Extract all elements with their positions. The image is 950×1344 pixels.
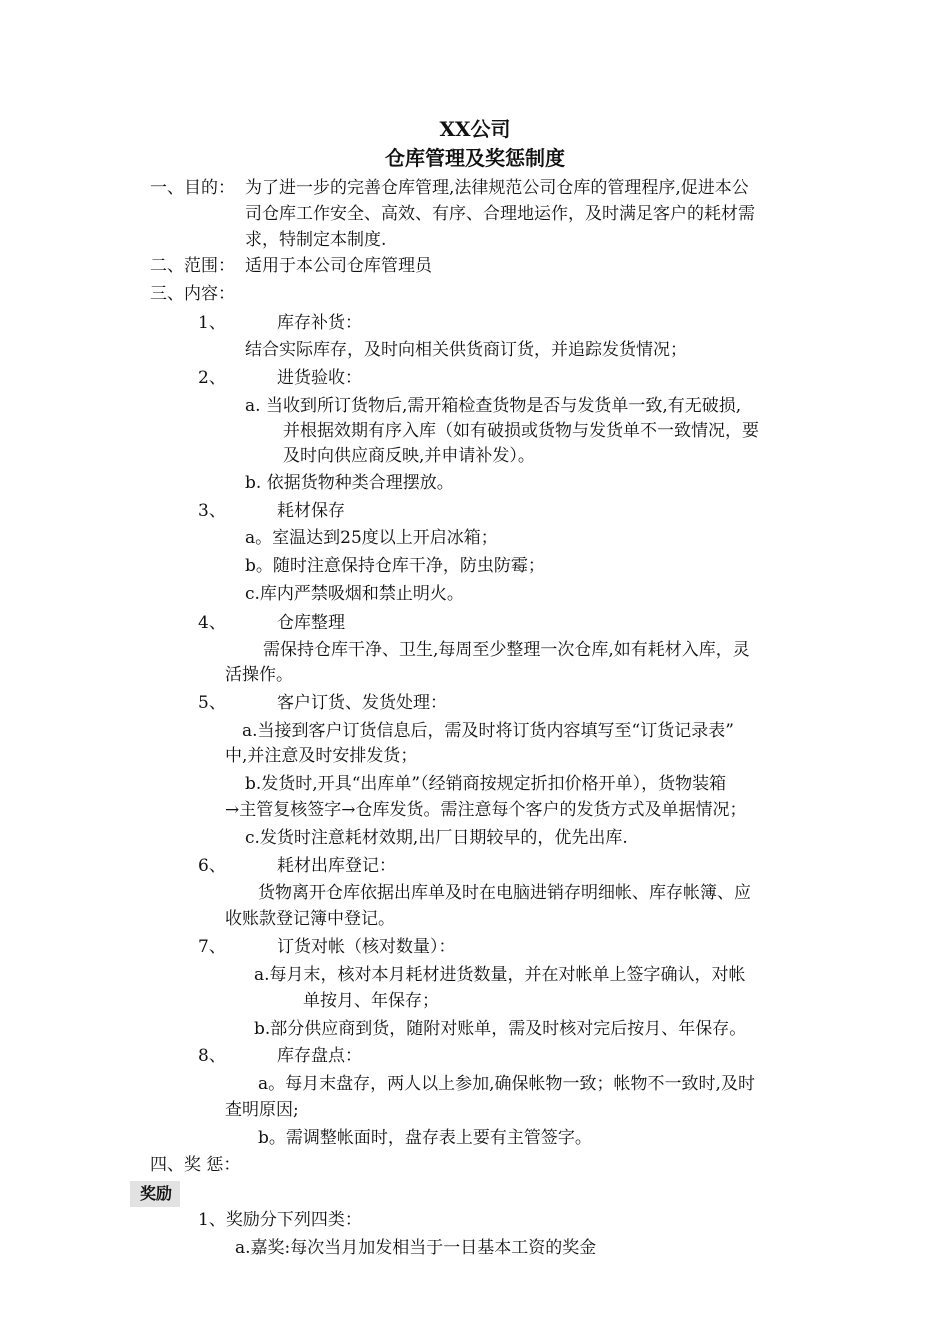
section-1-line: 为了进一步的完善仓库管理,法律规范公司仓库的管理程序,促进本公	[245, 178, 749, 198]
item-text-cont: 活操作。	[225, 665, 293, 685]
reward-item-1: 1、奖励分下列四类：	[198, 1210, 362, 1230]
item-text-cont: 收账款登记簿中登记。	[225, 909, 395, 929]
item-title: 进货验收：	[277, 368, 362, 388]
item-title: 耗材保存	[277, 501, 345, 521]
item-sub-a-cont: 并根据效期有序入库（如有破损或货物与发货单不一致情况，要	[283, 421, 759, 441]
item-number: 1、	[198, 313, 226, 333]
section-1-line: 司仓库工作安全、高效、有序、合理地运作，及时满足客户的耗材需	[245, 204, 755, 224]
item-sub-a-cont: 查明原因;	[225, 1100, 299, 1120]
item-title: 仓库整理	[277, 613, 345, 633]
document-title: 仓库管理及奖惩制度	[385, 146, 565, 170]
section-3-label: 三、内容：	[150, 284, 235, 304]
item-sub-b: b。随时注意保持仓库干净，防虫防霉；	[245, 556, 545, 576]
item-title: 客户订货、发货处理：	[277, 693, 447, 713]
item-number: 4、	[198, 613, 226, 633]
item-number: 6、	[198, 856, 226, 876]
item-sub-b: b.发货时,开具“出库单”（经销商按规定折扣价格开单），货物装箱	[245, 774, 727, 794]
item-text: 需保持仓库干净、卫生,每周至少整理一次仓库,如有耗材入库，灵	[263, 640, 750, 660]
item-sub-b-cont: →主管复核签字→仓库发货。需注意每个客户的发货方式及单据情况；	[225, 800, 747, 820]
item-sub-c: c.库内严禁吸烟和禁止明火。	[245, 584, 464, 604]
item-sub-a: a。每月末盘存，两人以上参加,确保帐物一致；帐物不一致时,及时	[258, 1074, 755, 1094]
item-sub-b: b.部分供应商到货，随附对账单，需及时核对完后按月、年保存。	[254, 1019, 747, 1039]
item-number: 8、	[198, 1046, 226, 1066]
item-number: 3、	[198, 501, 226, 521]
item-sub-c: c.发货时注意耗材效期,出厂日期较早的，优先出库.	[245, 828, 628, 848]
reward-item-1a: a.嘉奖:每次当月加发相当于一日基本工资的奖金	[235, 1238, 597, 1258]
item-sub-a: a.每月末，核对本月耗材进货数量，并在对帐单上签字确认，对帐	[254, 965, 746, 985]
item-title: 库存盘点：	[277, 1046, 362, 1066]
item-sub-a: a。室温达到25度以上开启冰箱；	[245, 528, 498, 548]
item-sub-a: a. 当收到所订货物后,需开箱检查货物是否与发货单一致,有无破损,	[245, 396, 742, 416]
section-2-label: 二、范围：	[150, 256, 235, 276]
item-sub-a-cont: 单按月、年保存；	[303, 991, 439, 1011]
item-number: 7、	[198, 937, 226, 957]
item-sub-b: b。需调整帐面时，盘存表上要有主管签字。	[258, 1128, 592, 1148]
section-1-label: 一、目的：	[150, 178, 235, 198]
section-4-label: 四、奖 惩：	[150, 1155, 241, 1175]
company-name: XX公司	[439, 117, 511, 141]
item-title: 耗材出库登记：	[277, 856, 396, 876]
item-number: 5、	[198, 693, 226, 713]
item-number: 2、	[198, 368, 226, 388]
item-sub-a-cont: 中,并注意及时安排发货；	[225, 746, 418, 766]
item-sub-a-cont: 及时向供应商反映,并申请补发）。	[283, 446, 535, 466]
item-sub-b: b. 依据货物种类合理摆放。	[245, 473, 454, 493]
item-text: 结合实际库存，及时向相关供货商订货，并追踪发货情况；	[245, 340, 687, 360]
item-sub-a: a.当接到客户订货信息后，需及时将订货内容填写至“订货记录表”	[242, 721, 734, 741]
item-title: 订货对帐（核对数量）：	[277, 937, 456, 957]
item-title: 库存补货：	[277, 313, 362, 333]
section-2-text: 适用于本公司仓库管理员	[245, 256, 432, 276]
reward-heading: 奖励	[130, 1181, 180, 1207]
item-text: 货物离开仓库依据出库单及时在电脑进销存明细帐、库存帐簿、应	[258, 883, 751, 903]
section-1-line: 求，特制定本制度.	[245, 230, 387, 250]
